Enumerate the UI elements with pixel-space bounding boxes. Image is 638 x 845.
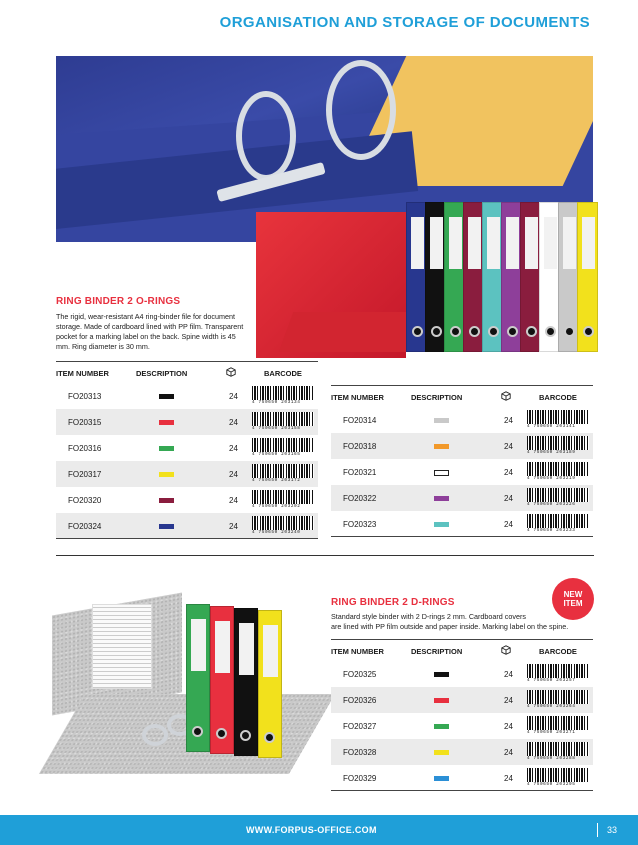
binder-spine [539,202,560,352]
binder-spine [186,604,210,752]
pack-quantity: 24 [229,470,238,479]
barcode [527,664,589,684]
table-row [331,459,593,485]
section-title-o-rings: RING BINDER 2 O-RINGS [56,296,181,307]
pack-quantity: 24 [229,418,238,427]
color-swatch [434,750,449,755]
binder-spine [463,202,484,352]
pack-quantity: 24 [229,496,238,505]
barcode [252,386,314,406]
table-row [56,383,318,409]
header-description: DESCRIPTION [136,369,188,378]
item-number: FO20325 [343,670,377,679]
pack-quantity: 24 [504,696,513,705]
item-number: FO20317 [68,470,102,479]
barcode [527,716,589,736]
item-number: FO20321 [343,468,377,477]
table-row [331,661,593,687]
box-icon [226,367,236,377]
color-swatch [159,420,174,425]
header-barcode: BARCODE [264,369,302,378]
pack-quantity: 24 [229,444,238,453]
table-row [331,713,593,739]
section-title-d-rings: RING BINDER 2 D-RINGS [331,597,455,608]
barcode [527,768,589,788]
barcode [252,464,314,484]
item-number: FO20320 [68,496,102,505]
section-description-o-rings: The rigid, wear-resistant A4 ring-binder file for document storage. Made of cardboard lined with PP film. Transparent pocket for a marking label on the back. Spine width is 45 mm. Ring diameter is 30 mm. [56,312,244,351]
color-swatch [159,472,174,477]
item-number: FO20313 [68,392,102,401]
pack-quantity: 24 [504,670,513,679]
table-row [56,487,318,513]
item-number: FO20324 [68,522,102,531]
header-item-number: ITEM NUMBER [56,369,109,378]
barcode [252,412,314,432]
table-row [331,407,593,433]
barcode [252,490,314,510]
box-icon [501,645,511,655]
header-barcode: BARCODE [539,393,577,402]
item-number: FO20318 [343,442,377,451]
color-swatch [434,496,449,501]
pack-quantity: 24 [504,442,513,451]
table-row [331,485,593,511]
color-swatch [434,724,449,729]
table-row [331,765,593,791]
binder-spine [406,202,427,352]
color-swatch [434,698,449,703]
barcode-number: 4 750650 203295 [527,782,576,787]
barcode [527,488,589,508]
item-number: FO20322 [343,494,377,503]
product-photo-binder-row [256,202,616,367]
barcode-number: 4 750650 203141 [527,424,576,429]
pack-quantity: 24 [504,722,513,731]
section-description-d-rings: Standard style binder with 2 D-rings 2 mm. Cardboard covers are lined with PP film outside and paper inside. Marking label on the spine. [331,612,569,631]
header-barcode: BARCODE [539,647,577,656]
pack-quantity: 24 [504,774,513,783]
pack-quantity: 24 [504,520,513,529]
binder-spine [558,202,579,352]
item-number: FO20327 [343,722,377,731]
binder-spine [258,610,282,758]
table-row [331,687,593,713]
new-item-badge: NEW ITEM [552,578,594,620]
binder-spine [520,202,541,352]
footer-bar [0,815,638,845]
footer-url[interactable]: WWW.FORPUS-OFFICE.COM [246,825,377,835]
product-photo-d-ring-binders [52,574,317,794]
page-title: ORGANISATION AND STORAGE OF DOCUMENTS [219,14,590,31]
color-swatch [434,470,449,476]
product-table-o-rings-b [331,385,593,537]
barcode-number: 4 750650 203219 [527,476,576,481]
header-description: DESCRIPTION [411,647,463,656]
header-item-number: ITEM NUMBER [331,393,384,402]
barcode-number: 4 750650 203189 [527,450,576,455]
pack-quantity: 24 [229,522,238,531]
color-swatch [434,522,449,527]
barcode-number: 4 750650 203264 [527,704,576,709]
barcode-number: 4 750650 203233 [527,528,576,533]
item-number: FO20329 [343,774,377,783]
table-row [56,461,318,487]
table-row [56,513,318,539]
binder-spine [482,202,503,352]
footer-separator [597,823,598,837]
barcode-number: 4 750650 203165 [252,452,301,457]
barcode-number: 4 750650 203202 [252,504,301,509]
binder-spine [234,608,258,756]
item-number: FO20328 [343,748,377,757]
pack-quantity: 24 [229,392,238,401]
pack-quantity: 24 [504,748,513,757]
table-row [331,511,593,537]
header-description: DESCRIPTION [411,393,463,402]
barcode [527,514,589,534]
barcode [252,438,314,458]
barcode-number: 4 750650 203288 [527,756,576,761]
pack-quantity: 24 [504,416,513,425]
barcode-number: 4 750650 203158 [252,426,301,431]
header-item-number: ITEM NUMBER [331,647,384,656]
item-number: FO20314 [343,416,377,425]
color-swatch [434,776,449,781]
binder-spine [577,202,598,352]
color-swatch [159,446,174,451]
box-icon [501,391,511,401]
item-number: FO20315 [68,418,102,427]
item-number: FO20323 [343,520,377,529]
barcode [527,410,589,430]
barcode [527,436,589,456]
pack-quantity: 24 [504,494,513,503]
table-header [331,639,593,661]
table-row [331,739,593,765]
section-divider [56,555,594,556]
item-number: FO20316 [68,444,102,453]
binder-spine [501,202,522,352]
color-swatch [159,524,174,529]
binder-spine [425,202,446,352]
color-swatch [434,418,449,423]
barcode [527,690,589,710]
product-table-d-rings [331,639,593,791]
table-header [331,385,593,407]
barcode-number: 4 750650 203257 [527,678,576,683]
barcode-number: 4 750650 203172 [252,478,301,483]
page-number: 33 [607,825,618,835]
binder-spine [444,202,465,352]
table-row [331,433,593,459]
color-swatch [159,498,174,503]
table-row [56,409,318,435]
table-row [56,435,318,461]
barcode [527,742,589,762]
barcode [252,516,314,536]
binder-spine [210,606,234,754]
barcode-number: 4 750650 203271 [527,730,576,735]
barcode [527,462,589,482]
barcode-number: 4 750650 203134 [252,400,301,405]
barcode-number: 4 750650 203226 [527,502,576,507]
color-swatch [159,394,174,399]
pack-quantity: 24 [504,468,513,477]
color-swatch [434,444,449,449]
color-swatch [434,672,449,677]
product-table-o-rings-a [56,361,318,539]
item-number: FO20326 [343,696,377,705]
table-header [56,361,318,383]
barcode-number: 4 750650 203240 [252,530,301,535]
